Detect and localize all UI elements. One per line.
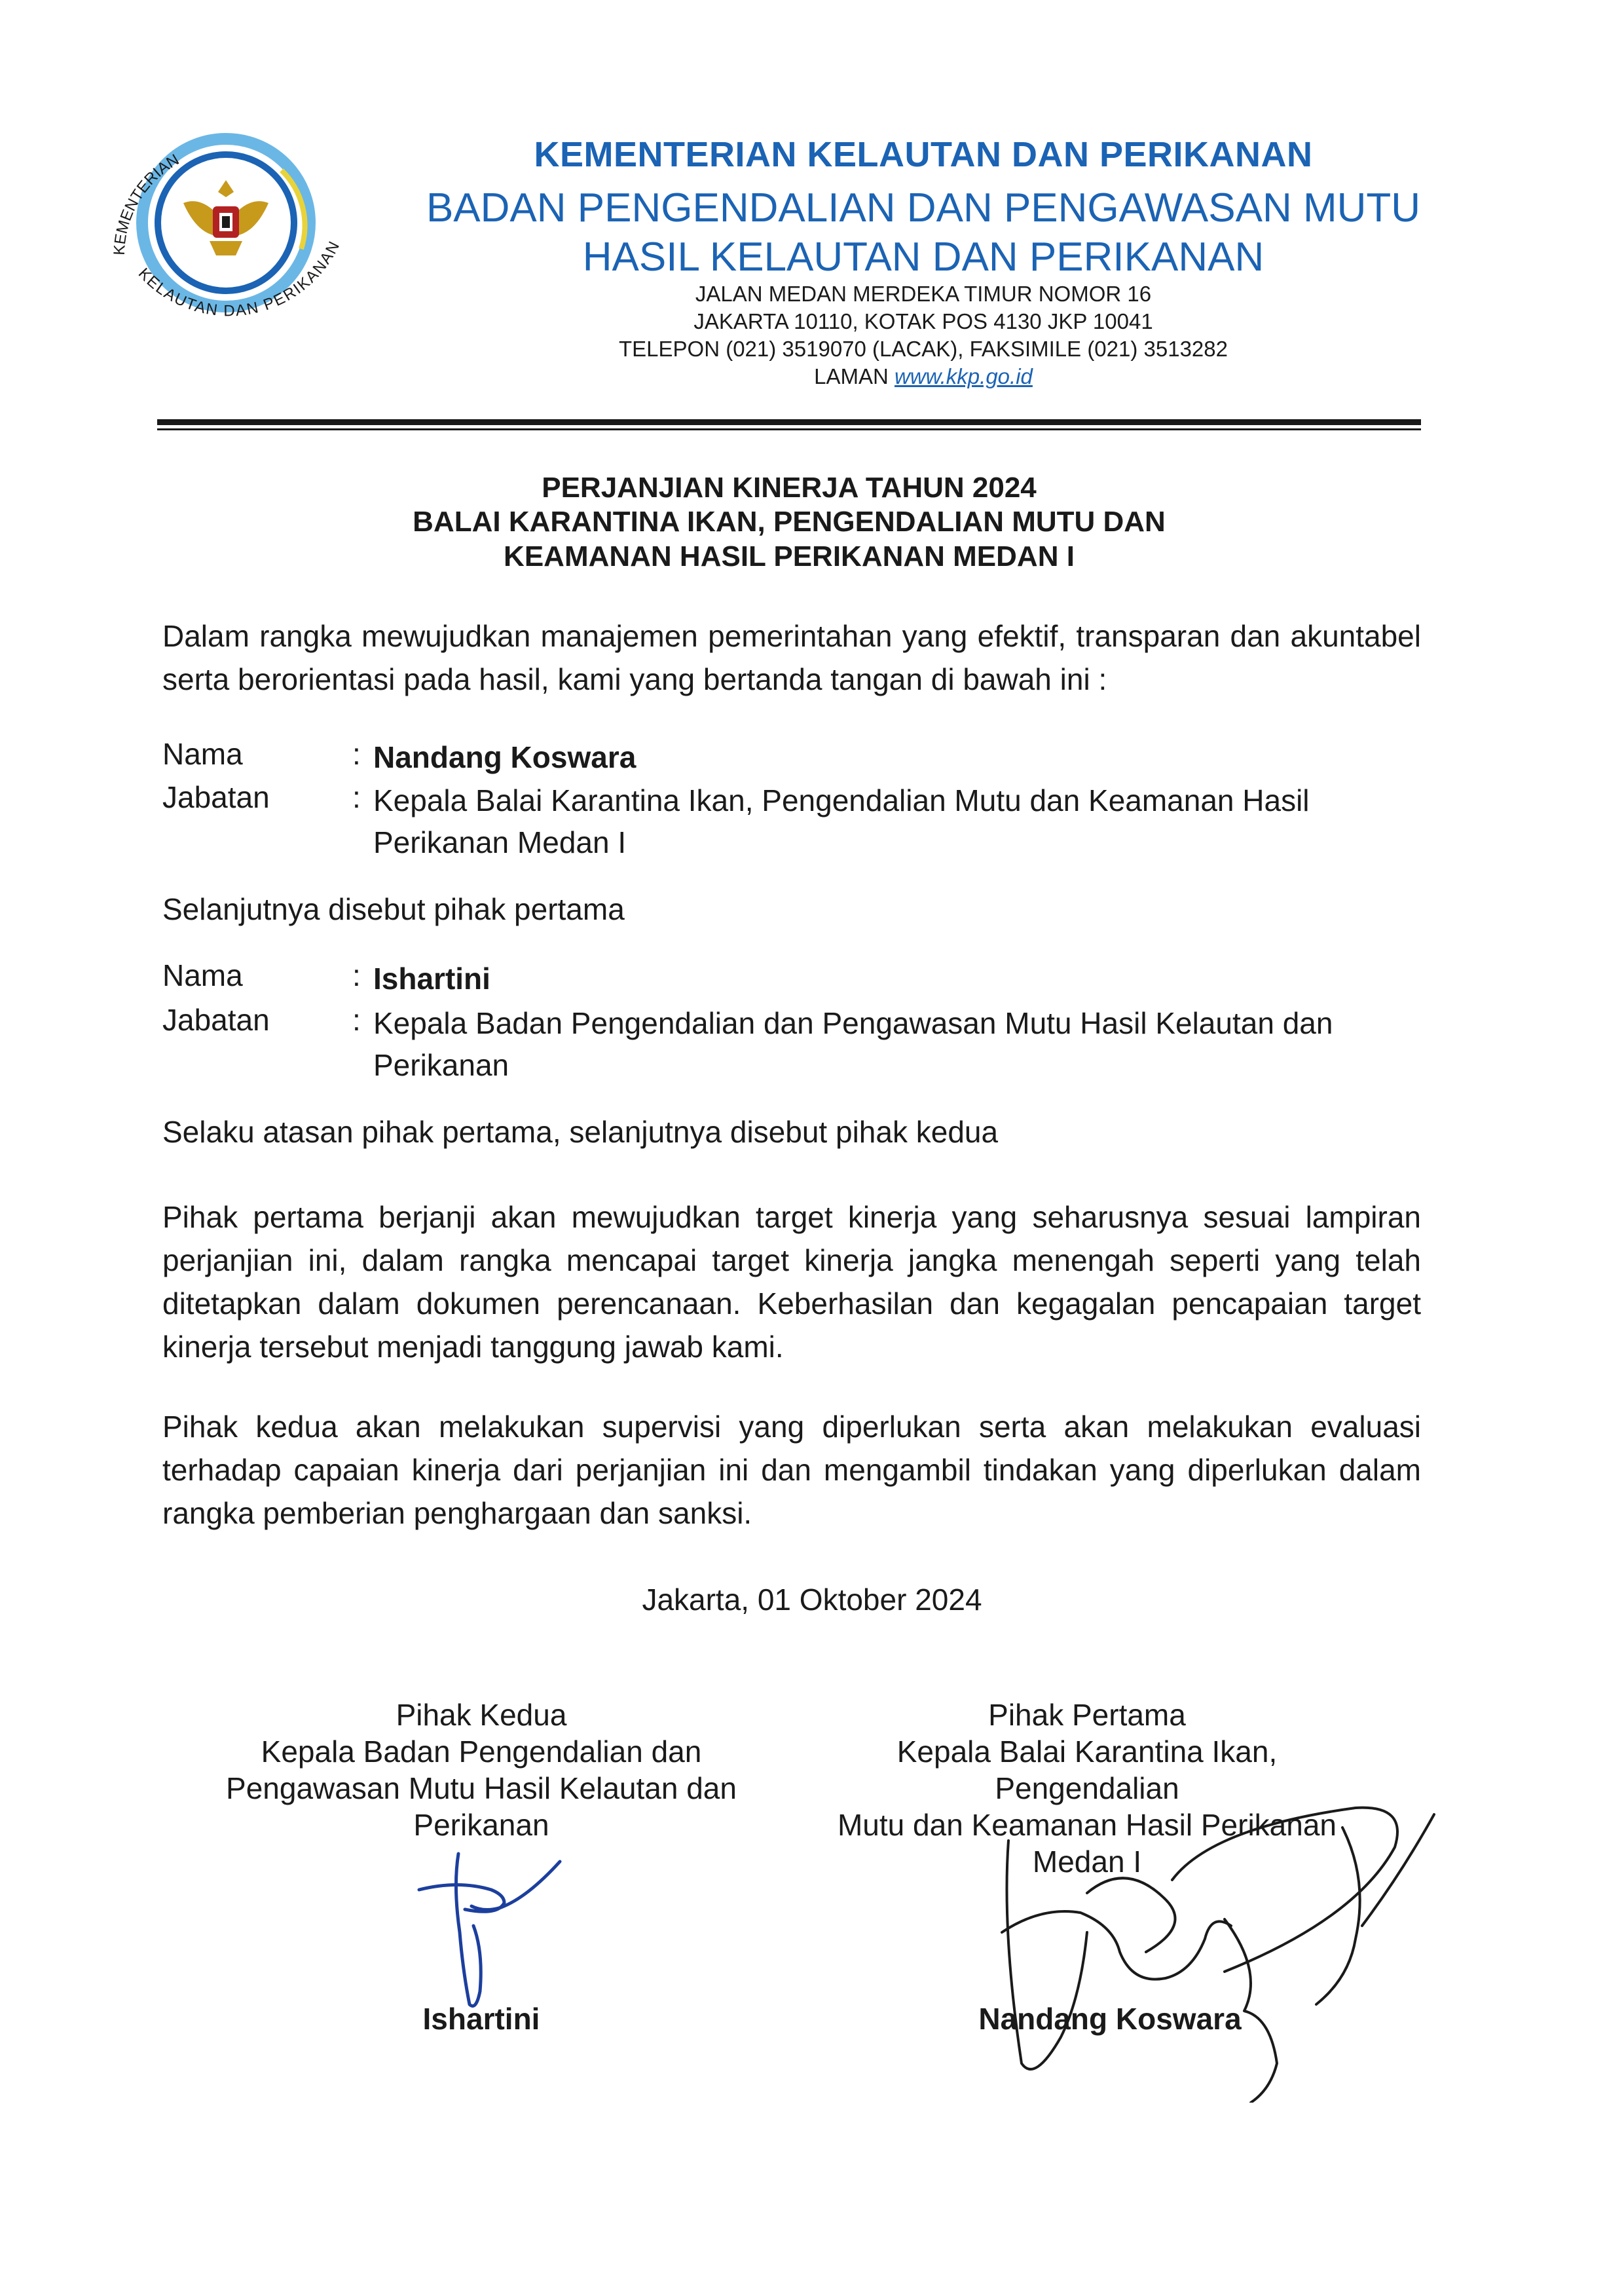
signature-block-second-party xyxy=(200,1697,763,1843)
party2-name-label: Nama xyxy=(162,958,243,992)
kkp-logo xyxy=(85,124,373,373)
document-title-line3: KEAMANAN HASIL PERIKANAN MEDAN I xyxy=(504,540,1075,572)
first-party-signatory-name: Nandang Koswara xyxy=(978,2002,1242,2036)
second-party-position-line1: Kepala Badan Pengendalian dan xyxy=(261,1735,702,1769)
agency-name-line1: BADAN PENGENDALIAN DAN PENGAWASAN MUTU xyxy=(426,185,1421,231)
ministry-name: KEMENTERIAN KELAUTAN DAN PERIKANAN xyxy=(534,135,1313,174)
party1-name-colon: : xyxy=(352,737,361,771)
document-title-line1: PERJANJIAN KINERJA TAHUN 2024 xyxy=(542,472,1037,504)
party2-designation: Selaku atasan pihak pertama, selanjutnya disebut pihak kedua xyxy=(162,1115,999,1149)
second-party-position-line3: Perikanan xyxy=(413,1808,549,1842)
first-party-position-line2: Mutu dan Keamanan Hasil Perikanan xyxy=(837,1808,1337,1842)
website-label: LAMAN xyxy=(814,364,889,388)
signature-nandang-koswara xyxy=(976,1801,1460,2103)
website-link[interactable]: www.kkp.go.id xyxy=(894,364,1033,388)
party1-position-label: Jabatan xyxy=(162,780,270,814)
supervision-paragraph: Pihak kedua akan melakukan supervisi yang diperlukan serta akan melakukan evaluasi terhadap capaian kinerja dari perjanjian ini dan mengambil tindakan yang diperlukan dalam rangka pemberian penghargaan dan sanksi. xyxy=(162,1410,1421,1530)
document-title-line2: BALAI KARANTINA IKAN, PENGENDALIAN MUTU DAN xyxy=(413,506,1166,538)
party1-name-label: Nama xyxy=(162,737,243,771)
commitment-paragraph: Pihak pertama berjanji akan mewujudkan target kinerja yang seharusnya sesuai lampiran perjanjian ini, dalam rangka mencapai target kinerja jangka menengah seperti yang telah ditetapkan dalam dokumen perencanaan. Keberhasilan dan kegagalan pencapaian target kinerja tersebut menjadi tanggung jawab kami. xyxy=(162,1200,1421,1364)
party2-name: Ishartini xyxy=(373,962,490,996)
party1-position-colon: : xyxy=(352,780,361,814)
party1-position: Kepala Balai Karantina Ikan, Pengendalian Mutu dan Keamanan Hasil Perikanan Medan I xyxy=(373,783,1310,859)
party2-name-colon: : xyxy=(352,958,361,992)
party1-designation: Selanjutnya disebut pihak pertama xyxy=(162,892,625,926)
svg-text:KELAUTAN DAN PERIKANAN: KELAUTAN DAN PERIKANAN xyxy=(134,237,344,320)
website-line xyxy=(498,363,1349,390)
address-line3: TELEPON (021) 3519070 (LACAK), FAKSIMILE (021) 3513282 xyxy=(619,337,1228,361)
party2-position-label: Jabatan xyxy=(162,1003,270,1037)
first-party-position-line1: Kepala Balai Karantina Ikan, Pengendalian xyxy=(896,1735,1278,1805)
second-party-role: Pihak Kedua xyxy=(396,1698,567,1732)
logo-ring-text-top: KEMENTERIAN xyxy=(110,151,183,256)
second-party-signatory-name: Ishartini xyxy=(422,2002,540,2036)
party2-position-colon: : xyxy=(352,1003,361,1037)
first-party-role: Pihak Pertama xyxy=(988,1698,1186,1732)
agency-name-line2: HASIL KELAUTAN DAN PERIKANAN xyxy=(582,234,1264,280)
party1-name: Nandang Koswara xyxy=(373,740,637,774)
place-date: Jakarta, 01 Oktober 2024 xyxy=(642,1583,982,1617)
party2-position: Kepala Badan Pengendalian dan Pengawasan Mutu Hasil Kelautan dan Perikanan xyxy=(373,1006,1333,1082)
letterhead-divider-thin xyxy=(157,428,1421,430)
first-party-position-line3: Medan I xyxy=(1032,1845,1142,1879)
address-line1: JALAN MEDAN MERDEKA TIMUR NOMOR 16 xyxy=(695,282,1152,306)
intro-paragraph: Dalam rangka mewujudkan manajemen pemerintahan yang efektif, transparan dan akuntabel serta berorientasi pada hasil, kami yang bertanda tangan di bawah ini : xyxy=(162,619,1421,696)
address-line2: JAKARTA 10110, KOTAK POS 4130 JKP 10041 xyxy=(693,309,1153,333)
signature-ishartini xyxy=(386,1841,583,2011)
letterhead-divider xyxy=(157,419,1421,425)
second-party-position-line2: Pengawasan Mutu Hasil Kelautan dan xyxy=(226,1771,737,1805)
